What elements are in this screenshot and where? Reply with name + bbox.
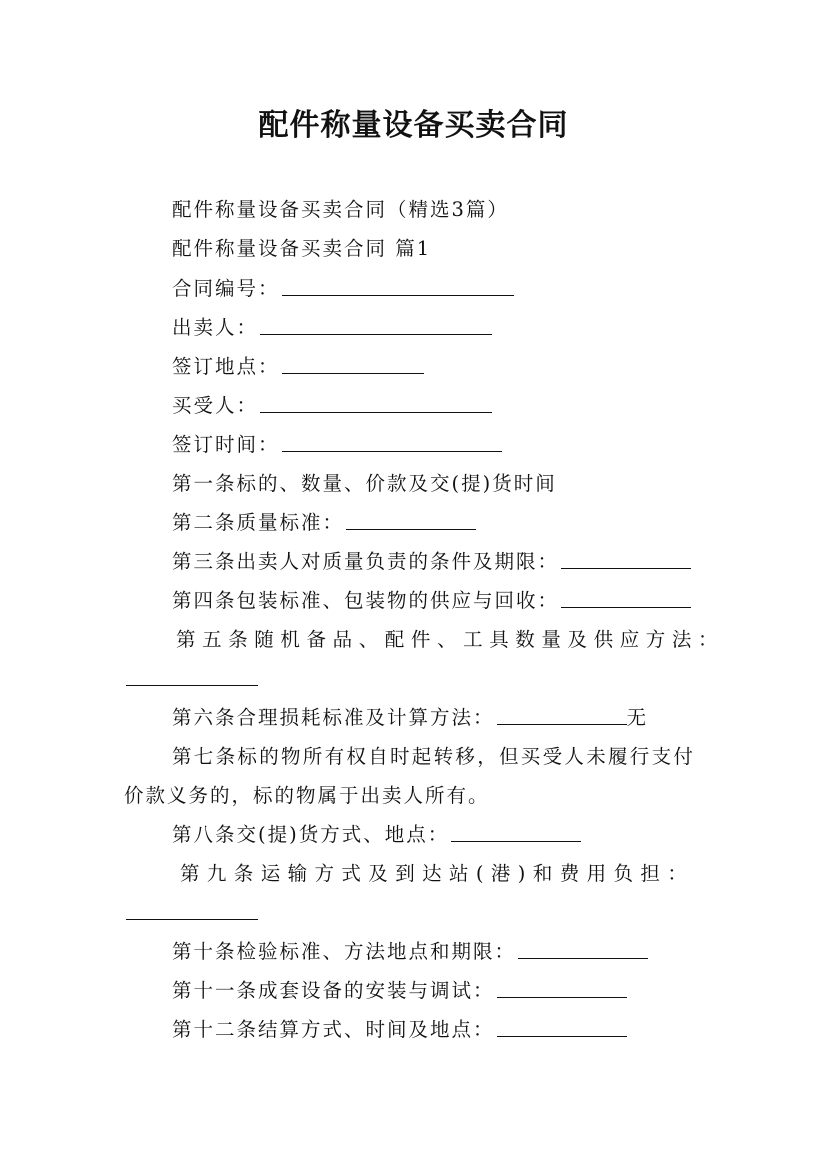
article-5-blank (126, 665, 258, 686)
article-11-blank (497, 977, 627, 998)
article-5-blank-line (124, 665, 258, 693)
article-2-label: 第二条质量标准： (172, 511, 345, 534)
article-4-line (172, 587, 691, 615)
article-5-line (176, 626, 724, 654)
signing-place-blank (282, 353, 424, 374)
article-1-text: 第一条标的、数量、价款及交(提)货时间 (172, 472, 557, 495)
article-6-suffix: 无 (626, 706, 649, 729)
article-10-line (172, 938, 648, 966)
article-8-blank (451, 821, 581, 842)
article-11-line (172, 977, 627, 1005)
article-3-label: 第三条出卖人对质量负责的条件及期限： (172, 550, 560, 573)
article-9-blank (126, 899, 258, 920)
document-title: 配件称量设备买卖合同 (258, 108, 569, 143)
buyer-blank (260, 392, 492, 413)
signing-time-line (172, 431, 502, 459)
contract-number-label: 合同编号： (172, 277, 280, 300)
article-6-label: 第六条合理损耗标准及计算方法： (172, 706, 495, 729)
article-7-text-2: 价款义务的，标的物属于出卖人所有。 (124, 784, 490, 807)
section-heading (172, 235, 431, 263)
signing-place-line (172, 353, 424, 381)
article-4-blank (561, 587, 691, 608)
section-heading-text: 配件称量设备买卖合同 篇1 (172, 237, 432, 260)
article-10-label: 第十条检验标准、方法地点和期限： (172, 940, 517, 963)
article-9-label: 第九条运输方式及到达站(港)和费用负担： (180, 862, 695, 885)
seller-blank (260, 314, 492, 335)
article-5-label: 第五条随机备品、配件、工具数量及供应方法： (176, 628, 725, 651)
article-7-line-1 (172, 743, 695, 771)
buyer-label: 买受人： (172, 394, 259, 417)
article-6-blank (497, 704, 627, 725)
article-12-line (172, 1016, 627, 1044)
contract-number-line (172, 275, 514, 303)
article-12-label: 第十二条结算方式、时间及地点： (172, 1018, 495, 1041)
buyer-line (172, 392, 492, 420)
article-1-line (172, 470, 557, 498)
article-9-line (180, 860, 694, 888)
article-8-line (172, 821, 581, 849)
article-6-line (172, 704, 648, 732)
article-7-text-1: 第七条标的物所有权自时起转移，但买受人未履行支付 (172, 745, 696, 768)
seller-line (172, 314, 492, 342)
article-3-line (172, 548, 691, 576)
signing-time-label: 签订时间： (172, 433, 280, 456)
signing-place-label: 签订地点： (172, 355, 280, 378)
contract-number-blank (282, 275, 514, 296)
subtitle-line (172, 196, 509, 224)
article-3-blank (561, 548, 691, 569)
article-11-label: 第十一条成套设备的安装与调试： (172, 979, 495, 1002)
article-2-blank (346, 509, 476, 530)
article-2-line (172, 509, 476, 537)
signing-time-blank (282, 431, 502, 452)
seller-label: 出卖人： (172, 316, 259, 339)
article-4-label: 第四条包装标准、包装物的供应与回收： (172, 589, 560, 612)
article-8-label: 第八条交(提)货方式、地点： (172, 823, 450, 846)
subtitle-text: 配件称量设备买卖合同（精选3篇） (172, 198, 509, 221)
article-12-blank (497, 1016, 627, 1037)
article-7-line-2 (124, 782, 490, 810)
article-9-blank-line (124, 899, 258, 927)
article-10-blank (518, 938, 648, 959)
